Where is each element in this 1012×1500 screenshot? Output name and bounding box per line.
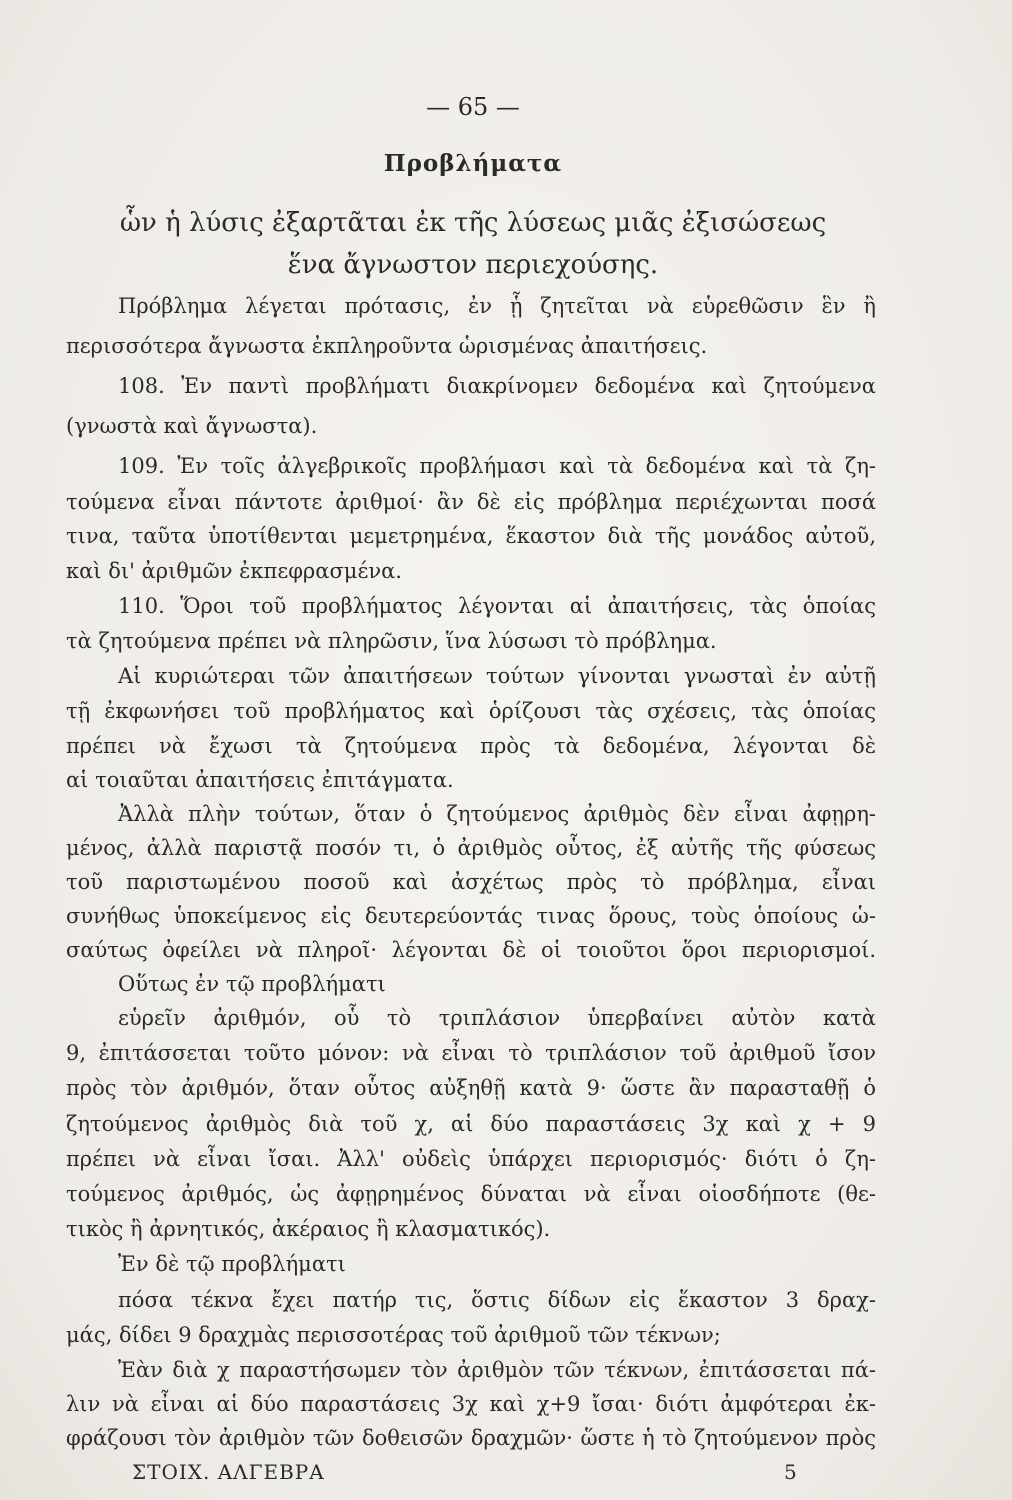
text-line: περισσότερα ἄγνωστα ἐκπληροῦντα ὡρισμένας ἀπαιτήσεις. — [66, 334, 708, 358]
footer-title: ΣΤΟΙΧ. ΑΛΓΕΒΡΑ — [132, 1460, 325, 1484]
text-line: τούμενα εἶναι πάντοτε ἀριθμοί· ἂν δὲ εἰς πρόβλημα περιέχωνται ποσά — [66, 490, 876, 514]
text-line: τικὸς ἢ ἀρνητικός, ἀκέραιος ἢ κλασματικός). — [66, 1217, 551, 1241]
page-number: — 65 — — [426, 93, 520, 121]
text-line: καὶ δι' ἀριθμῶν ἐκπεφρασμένα. — [66, 559, 402, 583]
text-line: ζητούμενος ἀριθμὸς διὰ τοῦ χ, αἱ δύο παραστάσεις 3χ καὶ χ + 9 — [66, 1112, 876, 1136]
text-line: Ἐὰν διὰ χ παραστήσωμεν τὸν ἀριθμὸν τῶν τέκνων, ἐπιτάσσεται πά- — [118, 1358, 876, 1382]
text-line: τούμενος ἀριθμός, ὡς ἀφῃρημένος δύναται νὰ εἶναι οἱοσδήποτε (θε- — [66, 1182, 876, 1206]
text-line: εὑρεῖν ἀριθμόν, οὗ τὸ τριπλάσιον ὑπερβαίνει αὐτὸν κατὰ — [118, 1006, 876, 1030]
text-line: τὰ ζητούμενα πρέπει νὰ πληρῶσιν, ἵνα λύσωσι τὸ πρόβλημα. — [66, 629, 717, 653]
text-line: Αἱ κυριώτεραι τῶν ἀπαιτήσεων τούτων γίνονται γνωσταὶ ἐν αὐτῇ — [118, 664, 876, 688]
text-line: τῇ ἐκφωνήσει τοῦ προβλήματος καὶ ὁρίζουσι τὰς σχέσεις, τὰς ὁποίας — [66, 699, 876, 723]
text-line: μάς, δίδει 9 δραχμὰς περισσοτέρας τοῦ ἀριθμοῦ τῶν τέκνων; — [66, 1323, 721, 1347]
section-title: Προβλήματα — [383, 150, 563, 177]
text-line: τινα, ταῦτα ὑποτίθενται μεμετρημένα, ἕκαστον διὰ τῆς μονάδος αὐτοῦ, — [66, 524, 876, 548]
text-line: 108. Ἐν παντὶ προβλήματι διακρίνομεν δεδομένα καὶ ζητούμενα — [118, 374, 876, 398]
text-line: 109. Ἐν τοῖς ἀλγεβρικοῖς προβλήμασι καὶ τὰ δεδομένα καὶ τὰ ζη- — [118, 454, 876, 478]
text-line: Οὕτως ἐν τῷ προβλήματι — [118, 972, 386, 996]
text-line: 110. Ὅροι τοῦ προβλήματος λέγονται αἱ ἀπαιτήσεις, τὰς ὁποίας — [118, 594, 876, 618]
text-line: 9, ἐπιτάσσεται τοῦτο μόνον: νὰ εἶναι τὸ τριπλάσιον τοῦ ἀριθμοῦ ἴσον — [66, 1041, 876, 1065]
text-line: (γνωστὰ καὶ ἄγνωστα). — [66, 414, 318, 438]
text-line: Ἐν δὲ τῷ προβλήματι — [118, 1252, 346, 1276]
text-line: πρὸς τὸν ἀριθμόν, ὅταν οὗτος αὐξηθῇ κατὰ 9· ὥστε ἂν παρασταθῇ ὁ — [66, 1076, 876, 1100]
text-line: Ἀλλὰ πλὴν τούτων, ὅταν ὁ ζητούμενος ἀριθμὸς δὲν εἶναι ἀφῃρη- — [118, 802, 876, 826]
text-line: πόσα τέκνα ἔχει πατήρ τις, ὅστις δίδων εἰς ἕκαστον 3 δραχ- — [118, 1288, 876, 1312]
text-line: αἱ τοιαῦται ἀπαιτήσεις ἐπιτάγματα. — [66, 768, 454, 792]
footer-signature-number: 5 — [784, 1460, 798, 1484]
text-line: πρέπει νὰ εἶναι ἴσαι. Ἀλλ' οὐδεὶς ὑπάρχει περιορισμός· διότι ὁ ζη- — [66, 1147, 876, 1171]
text-line: μένος, ἀλλὰ παριστᾷ ποσόν τι, ὁ ἀριθμὸς οὗτος, ἐξ αὐτῆς τῆς φύσεως — [66, 836, 876, 860]
text-line: τοῦ παριστωμένου ποσοῦ καὶ ἀσχέτως πρὸς τὸ πρόβλημα, εἶναι — [66, 870, 876, 894]
text-line: συνήθως ὑποκείμενος εἰς δευτερεύοντάς τινας ὅρους, τοὺς ὁποίους ὡ- — [66, 904, 876, 928]
text-line: λιν νὰ εἶναι αἱ δύο παραστάσεις 3χ καὶ χ+9 ἴσαι· διότι ἀμφότεραι ἐκ- — [66, 1392, 876, 1416]
text-line: Πρόβλημα λέγεται πρότασις, ἐν ᾗ ζητεῖται νὰ εὑρεθῶσιν ἓν ἢ — [118, 294, 876, 318]
title-line: ὧν ἡ λύσις ἐξαρτᾶται ἐκ τῆς λύσεως μιᾶς ἐξισώσεως — [119, 208, 827, 238]
text-line: φράζουσι τὸν ἀριθμὸν τῶν δοθεισῶν δραχμῶν· ὥστε ἡ τὸ ζητούμενον πρὸς — [66, 1426, 876, 1450]
text-line: σαύτως ὀφείλει νὰ πληροῖ· λέγονται δὲ οἱ τοιοῦτοι ὅροι περιορισμοί. — [66, 938, 876, 962]
text-line: πρέπει νὰ ἔχωσι τὰ ζητούμενα πρὸς τὰ δεδομένα, λέγονται δὲ — [66, 734, 876, 758]
title-line: ἕνα ἄγνωστον περιεχούσης. — [287, 250, 659, 280]
